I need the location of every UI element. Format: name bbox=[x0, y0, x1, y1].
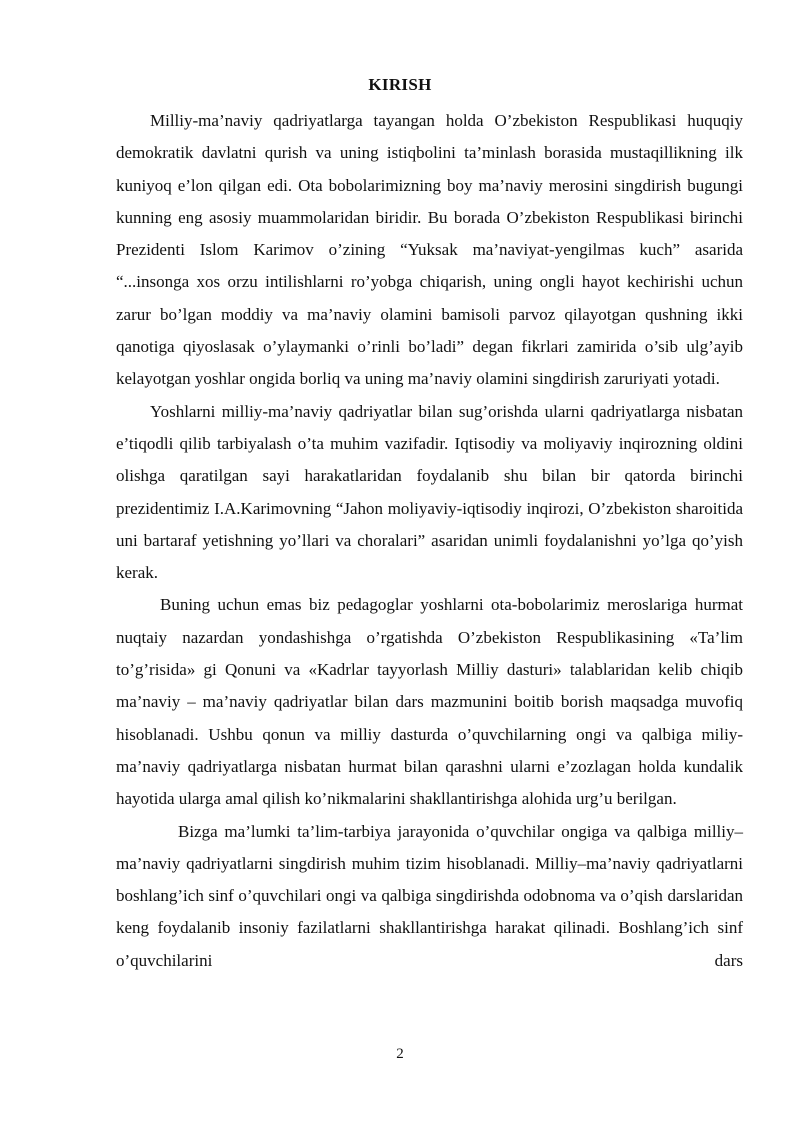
paragraph-1: Milliy-ma’naviy qadriyatlarga tayangan holda O’zbekiston Respublikasi huquqiy demokratik davlatni qurish va uning istiqbolini ta’minlash borasida mustaqillikning ilk kuniyoq e’lon qilgan edi. Ota bobolarimizning boy ma’naviy merosini singdirish bugungi kunning eng asosiy muammolaridan biridir. Bu borada O’zbekiston Respublikasi birinchi Prezidenti Islom Karimov o’zining “Yuksak ma’naviyat-yengilmas kuch” asarida “...insonga xos orzu intilishlarni ro’yobga chiqarish, uning ongli hayot kechirishi uchun zarur bo’lgan moddiy va ma’naviy olamini bamisoli parvoz qilayotgan qushning ikki qanotiga qiyoslasak o’ylaymanki o’rinli bo’ladi” degan fikrlari zamirida o’sib ulg’ayib kelayotgan yoshlar ongida borliq va uning ma’naviy olamini singdirish zaruriyati yotadi. bbox=[116, 111, 743, 389]
paragraph-2: Yoshlarni milliy-ma’naviy qadriyatlar bilan sug’orishda ularni qadriyatlarga nisbatan e’tiqodli qilib tarbiyalash o’ta muhim vazifadir. Iqtisodiy va moliyaviy inqirozning oldini olishga qaratilgan sayi harakatlaridan foydalanib shu bilan bir qatorda birinchi prezidentimiz I.A.Karimovning “Jahon moliyaviy-iqtisodiy inqirozi, O’zbekiston sharoitida uni bartaraf yetishning yo’llari va choralari” asaridan unimli foydalanishni yo’lga qo’yish kerak. bbox=[116, 401, 743, 583]
page-number: 2 bbox=[396, 1046, 404, 1062]
paragraph-4: Bizga ma’lumki ta’lim-tarbiya jarayonida o’quvchilar ongiga va qalbiga milliy–ma’naviy qadriyatlarni singdirish muhim tizim hisoblanadi. Milliy–ma’naviy qadriyatlarni boshlang’ich sinf o’quvchilari ongi va qalbiga singdirishda odobnoma va o’qish darslaridan keng foydalanib insoniy fazilatlarni shakllantirishga harakat qilinadi. Boshlang’ich sinf o’quvchilarini dars bbox=[116, 821, 743, 970]
paragraph-3: Buning uchun emas biz pedagoglar yoshlarni ota-bobolarimiz meroslariga hurmat nuqtaiy nazardan yondashishga o’rgatishda O’zbekiston Respublikasining «Ta’lim to’g’risida» gi Qonuni va «Kadrlar tayyorlash Milliy dasturi» talablaridan kelib chiqib ma’naviy – ma’naviy qadriyatlar bilan dars mazmunini boitib borish maqsadga muvofiq hisoblanadi. Ushbu qonun va milliy dasturda o’quvchilarning ongi va qalbiga miliy-ma’naviy qadriyatlarga nisbatan hurmat bilan qarashni ularni e’zozlagan holda kundalik hayotida ularga amal qilish ko’nikmalarini shakllantirishga alohida urg’u berilgan. bbox=[116, 595, 743, 809]
section-title: KIRISH bbox=[368, 75, 432, 94]
body-text bbox=[116, 105, 743, 977]
